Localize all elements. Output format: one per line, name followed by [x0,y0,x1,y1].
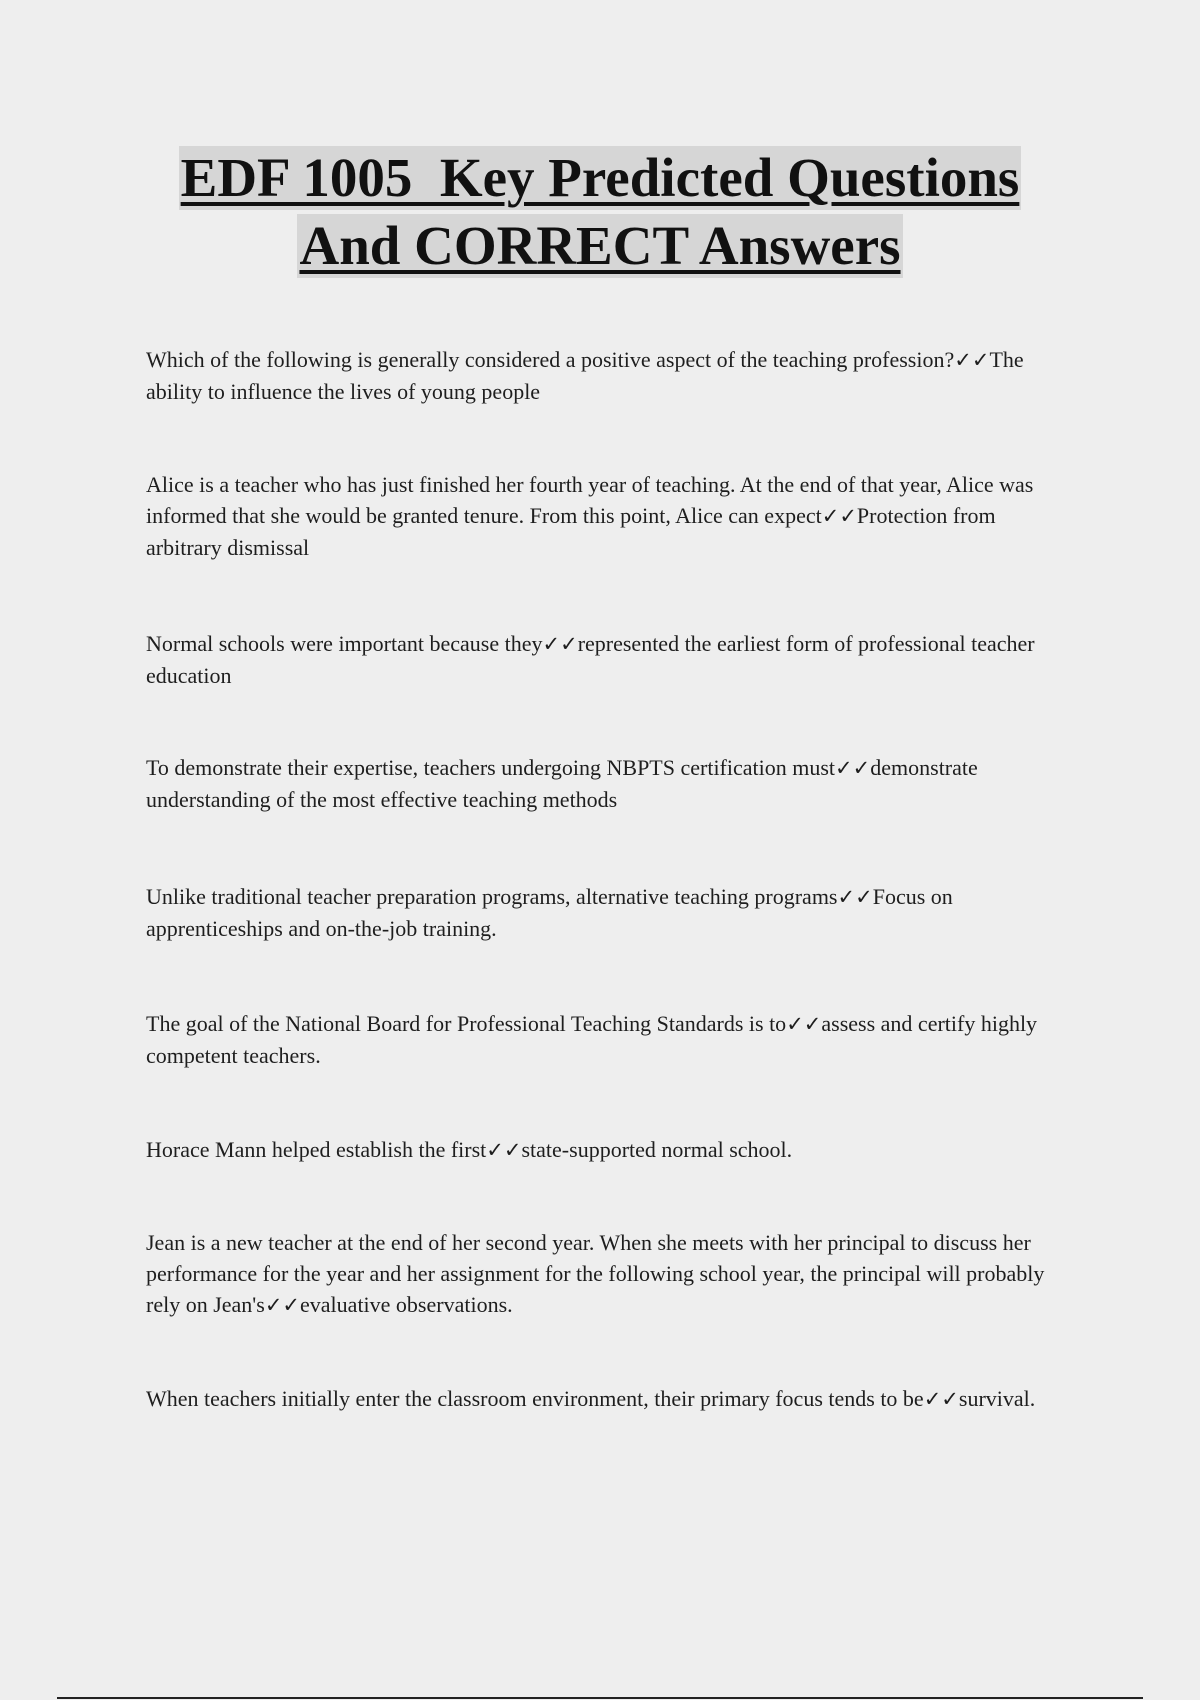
question-text: Which of the following is generally considered a positive aspect of the teaching profession? [146,347,955,372]
qa-item-2 [146,469,1066,563]
double-check-icon: ✓✓ [835,756,871,780]
answer-text: Focus on apprenticeships and on-the-job training. [146,884,953,941]
answer-text: state-supported normal school. [521,1137,793,1162]
answer-text: The ability to influence the lives of young people [146,347,1024,404]
question-text: Alice is a teacher who has just finished her fourth year of teaching. At the end of that year, Alice was informed that she would be granted tenure. From this point, Alice can expect [146,472,1034,528]
qa-item-9 [146,1383,1066,1415]
double-check-icon: ✓✓ [786,1012,822,1036]
double-check-icon: ✓✓ [264,1293,301,1317]
title-line-1: EDF 1005 Key Predicted Questions [180,147,1020,208]
double-check-icon: ✓✓ [486,1138,522,1162]
bottom-divider [57,1697,1143,1699]
double-check-icon: ✓✓ [837,885,873,909]
qa-item-8 [146,1227,1066,1321]
answer-text: Protection from arbitrary dismissal [146,503,996,560]
double-check-icon: ✓✓ [923,1387,959,1411]
title-line-2: And CORRECT Answers [299,215,901,276]
double-check-icon: ✓✓ [954,348,990,372]
question-text: To demonstrate their expertise, teachers undergoing NBPTS certification must [146,755,836,780]
answer-text: evaluative observations. [300,1292,513,1317]
double-check-icon: ✓✓ [821,504,857,528]
answer-text: demonstrate understanding of the most effective teaching methods [146,755,978,812]
answer-text: represented the earliest form of professional teacher education [146,631,1035,688]
question-text: When teachers initially enter the classroom environment, their primary focus tends to be [146,1386,924,1411]
question-text: Normal schools were important because they [146,631,543,656]
question-text: Jean is a new teacher at the end of her second year. When she meets with her principal to discuss her performance for the year and her assignment for the following school year, the principal will probably rely on Jean's [146,1230,1045,1317]
qa-item-6 [146,1008,1066,1071]
qa-item-5 [146,881,1066,944]
qa-item-3 [146,628,1066,691]
double-check-icon: ✓✓ [542,632,578,656]
answer-text: assess and certify highly competent teachers. [146,1011,1038,1068]
question-text: Unlike traditional teacher preparation programs, alternative teaching programs [146,884,838,909]
document-title [0,146,1200,282]
question-text: Horace Mann helped establish the first [146,1137,487,1162]
qa-item-7 [146,1134,1066,1166]
qa-item-1 [146,344,1066,407]
answer-text: survival. [958,1386,1036,1411]
qa-item-4 [146,752,1066,815]
question-text: The goal of the National Board for Professional Teaching Standards is to [146,1011,787,1036]
